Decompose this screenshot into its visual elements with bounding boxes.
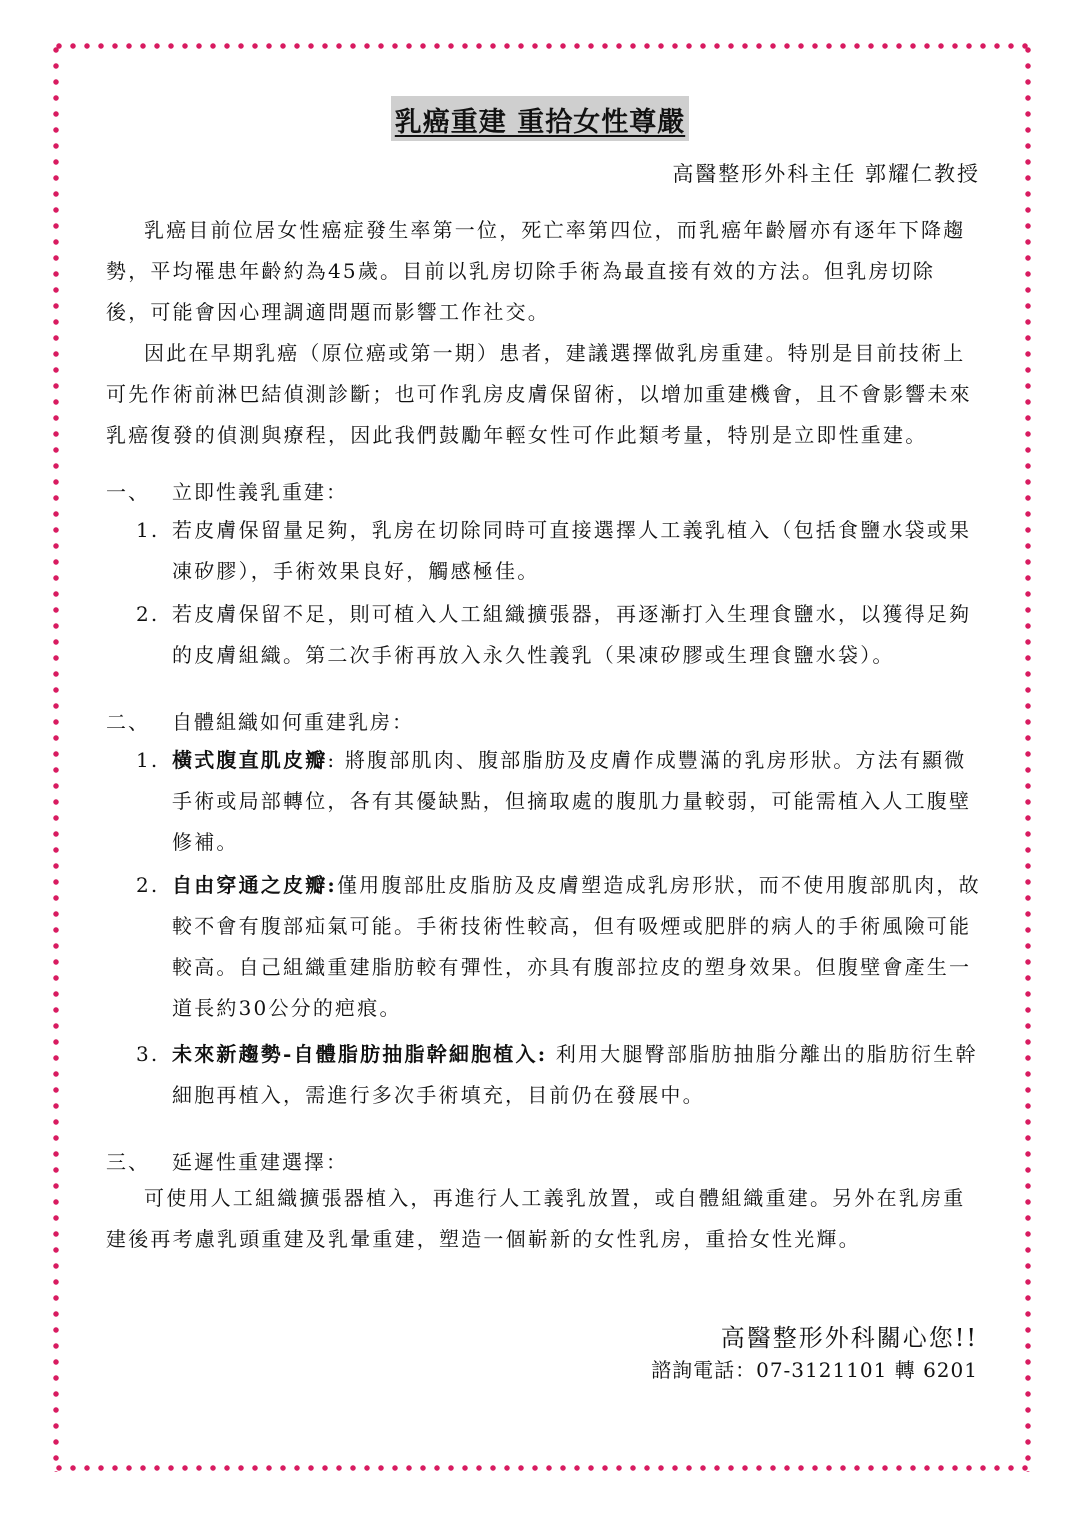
item-text: [172, 740, 982, 863]
item-bold-term: 自由穿通之皮瓣:: [172, 873, 337, 897]
section-3-number: 三、: [106, 1150, 150, 1174]
section-3-title: 延遲性重建選擇：: [172, 1150, 348, 1174]
item-bold-term: 橫式腹直肌皮瓣: [172, 748, 328, 772]
author-line: 高醫整形外科主任 郭耀仁教授: [672, 162, 980, 186]
section-1-heading: [106, 476, 348, 505]
contact-phone: 諮詢電話：07-3121101 轉 6201: [651, 1358, 978, 1382]
item-number: 1.: [136, 518, 160, 542]
item-text: [172, 865, 982, 1029]
section-2-title: 自體組織如何重建乳房：: [172, 710, 414, 734]
section-1-title: 立即性義乳重建：: [172, 480, 348, 504]
item-description: : 將腹部肌肉、腹部脂肪及皮膚作成豐滿的乳房形狀。方法有顯微手術或局部轉位，各有其優缺點，但摘取處的腹肌力量較弱，可能需植入人工腹壁修補。: [172, 748, 972, 854]
border-right: [1024, 42, 1032, 1472]
item-description: 僅用腹部肚皮脂肪及皮膚塑造成乳房形狀，而不使用腹部肌肉，故較不會有腹部疝氣可能。手術技術性較高，但有吸煙或肥胖的病人的手術風險可能較高。自己組織重建脂肪較有彈性，亦具有腹部拉皮的塑身效果。但腹壁會產生一道長約30公分的疤痕。: [172, 873, 981, 1020]
section-2-heading: [106, 706, 414, 735]
item-bold-term: 未來新趨勢-自體脂肪抽脂幹細胞植入:: [172, 1042, 548, 1066]
item-text: [172, 1034, 982, 1116]
item-number: 2.: [136, 602, 160, 626]
intro-paragraph-2: 因此在早期乳癌（原位癌或第一期）患者，建議選擇做乳房重建。特別是目前技術上可先作術前淋巴結偵測診斷；也可作乳房皮膚保留術，以增加重建機會，且不會影響未來乳癌復發的偵測與療程，因此我們鼓勵年輕女性可作此類考量，特別是立即性重建。: [106, 341, 972, 447]
section-2-item-2: [136, 865, 982, 1029]
section-1-item-1: [136, 510, 982, 592]
section-2-number: 二、: [106, 710, 150, 734]
title-block: [0, 96, 1080, 141]
closing-message: 高醫整形外科關心您!!: [720, 1324, 978, 1352]
border-bottom: [52, 1464, 1032, 1472]
section-3-paragraph: 可使用人工組織擴張器植入，再進行人工義乳放置，或自體組織重建。另外在乳房重建後再考慮乳頭重建及乳暈重建，塑造一個嶄新的女性乳房，重拾女性光輝。: [106, 1186, 966, 1251]
intro-paragraph-1: 乳癌目前位居女性癌症發生率第一位，死亡率第四位，而乳癌年齡層亦有逐年下降趨勢，平均罹患年齡約為45歲。目前以乳房切除手術為最直接有效的方法。但乳房切除後，可能會因心理調適問題而影響工作社交。: [106, 218, 966, 324]
section-3-heading: [106, 1146, 348, 1175]
item-text: 若皮膚保留不足，則可植入人工組織擴張器，再逐漸打入生理食鹽水，以獲得足夠的皮膚組織。第二次手術再放入永久性義乳（果凍矽膠或生理食鹽水袋）。: [172, 602, 972, 667]
section-1-number: 一、: [106, 480, 150, 504]
item-number: 2.: [136, 873, 160, 897]
item-text: 若皮膚保留量足夠，乳房在切除同時可直接選擇人工義乳植入（包括食鹽水袋或果凍矽膠），手術效果良好，觸感極佳。: [172, 518, 972, 583]
section-1-item-2: [136, 594, 982, 676]
border-top: [52, 42, 1032, 50]
section-2-item-3: [136, 1034, 982, 1116]
page-title: 乳癌重建 重拾女性尊嚴: [391, 96, 689, 141]
item-number: 3.: [136, 1042, 160, 1066]
border-left: [52, 42, 60, 1472]
section-2-item-1: [136, 740, 982, 863]
item-number: 1.: [136, 748, 160, 772]
item-description: 利用大腿臀部脂肪抽脂分離出的脂肪衍生幹細胞再植入，需進行多次手術填充，目前仍在發展中。: [172, 1042, 978, 1107]
